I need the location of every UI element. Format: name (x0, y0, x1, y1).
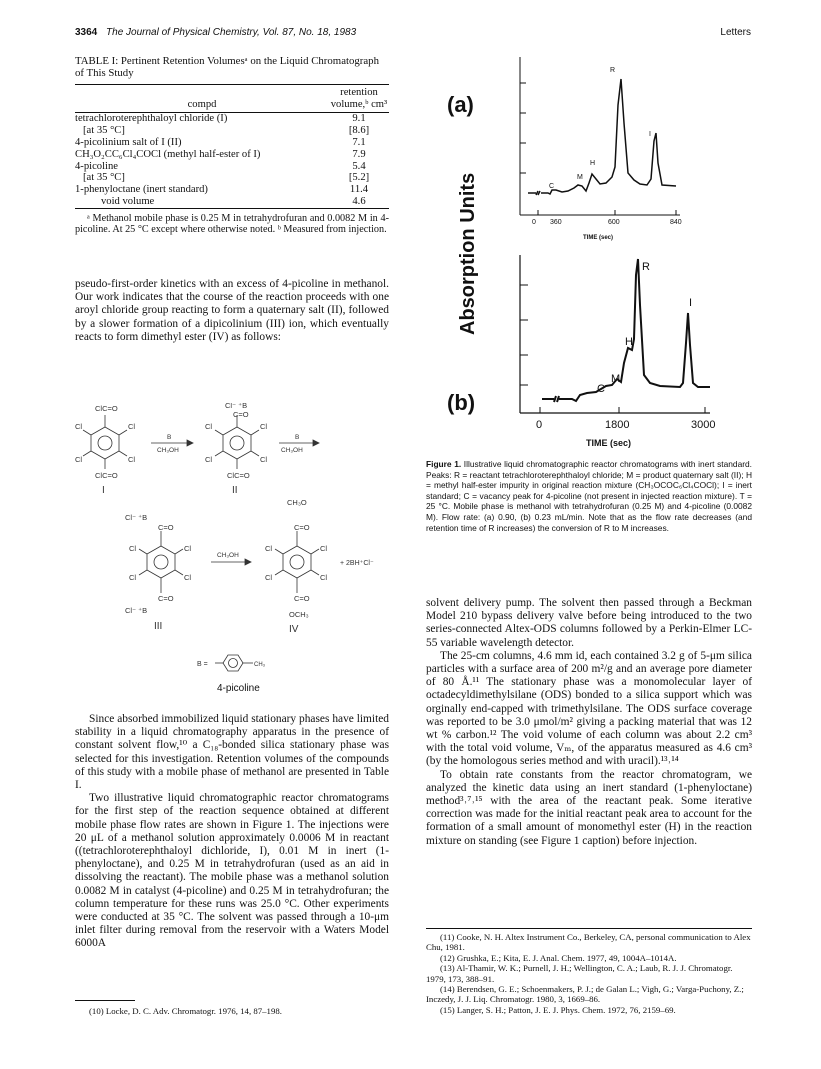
a-peak-i: I (649, 131, 651, 138)
a-peak-c: C (549, 183, 555, 190)
references-divider (426, 928, 752, 929)
reference-item: (13) Al-Thamir, W. K.; Purnell, J. H.; Wellington, C. A.; Laub, R. J. J. Chromatogr. 1979, 173, 388–91. (426, 963, 733, 984)
b-tick-label: 0 (536, 419, 543, 431)
compound-II-cation: Cl⁻ ⁺B (225, 403, 248, 410)
a-x-axis-label: TIME (sec) (583, 235, 614, 241)
compound-IV-bottom-methoxy: OCH₃ (289, 610, 309, 619)
a-tick-label: 360 (550, 219, 562, 226)
header-retention: retention volume,ᵇ cm³ (330, 86, 388, 110)
cl-label: Cl (265, 573, 273, 582)
table-1 (75, 55, 389, 236)
y-axis-label: Absorption Units (457, 172, 479, 335)
arrow-3-solvent: CH₃OH (217, 552, 239, 559)
journal-citation: The Journal of Physical Chemistry, Vol. 87, No. 18, 1983 (106, 27, 357, 38)
cl-label: Cl (260, 422, 268, 431)
cl-label: Cl (184, 544, 192, 553)
compound-I-structure (83, 415, 127, 469)
compound-II-top-group: C=O (233, 410, 249, 419)
cl-label: Cl (184, 573, 192, 582)
compound-I-bottom-group: ClC=O (95, 471, 118, 480)
cl-label: Cl (320, 544, 328, 553)
a-peak-r: R (610, 67, 616, 74)
reference-item: (15) Langer, S. H.; Patton, J. E. J. Phys. Chem. 1972, 76, 2159–69. (440, 1004, 676, 1015)
right-paragraph-3: To obtain rate constants from the reactor chromatogram, we analyzed the kinetic data using an inert standard (1-phenyloctane) method³˒⁷˒¹⁵ with the area of the reactant peak. Some iterative correction was made for the initial reactant peak area to account for the formation of a small amount of monomethyl ester (H) in the reaction mixture on standing (see Figure 1 caption) before injection. (426, 768, 752, 847)
compound-III-bottom-cation: Cl⁻ ⁺B (125, 606, 148, 615)
table-row: void volume 4.6 (101, 195, 366, 207)
running-header (75, 27, 751, 41)
compound-IV-label: IV (289, 624, 299, 635)
table-header-row (75, 85, 389, 113)
right-column-text (426, 597, 752, 848)
cl-label: Cl (265, 544, 273, 553)
cl-label: Cl (129, 573, 137, 582)
cl-label: Cl (75, 455, 83, 464)
a-tick-label: 0 (532, 219, 536, 226)
picoline-name: 4-picoline (217, 683, 260, 694)
reference-item: (11) Cooke, N. H. Altex Instrument Co., Berkeley, CA, personal communication to Alex Chu, 1981. (426, 932, 751, 953)
figure-1 (440, 45, 760, 465)
compound-IV-bottom-group: C=O (294, 594, 310, 603)
b-peak-m: M (611, 373, 621, 385)
picoline-equation: B = (197, 661, 208, 668)
cl-label: Cl (128, 422, 136, 431)
table-1-body (75, 85, 389, 209)
compound-I-top-group: ClC=O (95, 404, 118, 413)
compound-III-top-group: C=O (158, 523, 174, 532)
page-number: 3364 (75, 27, 98, 38)
table-row: 1-phenyloctane (inert standard) 11.4 (75, 184, 369, 196)
right-paragraph-2: The 25-cm columns, 4.6 mm id, each contained 3.2 g of 5-μm silica particles with a surface area of 200 m²/g and an average pore diameter of 80 Å.¹¹ The stationary phase was a monomolecular layer of octadecyldimethylsilane (ODS) bonded to a silica support which was orginally end-capped with trimethylsilane. The ODS surface coverage was reported to be 3.0 μmol/m² giving a packing material that was 12 wt % carbon.¹² The void volume of each column was about 2.2 cm³ with the total void volume, Vₘ, of the apparatus measured as 4.6 cm³ (by the homologous series method and with uracil).¹³˒¹⁴ (426, 649, 752, 768)
panel-a-chart (520, 57, 680, 215)
panel-a-label: (a) (447, 92, 474, 117)
table-1-footnotes: ᵃ Methanol mobile phase is 0.25 M in tetrahydrofuran and 0.0082 M in 4-picoline. At 25 °C except where otherwise noted. ᵇ Measured from injection. (75, 212, 389, 236)
footnote-divider (75, 1000, 135, 1001)
byproduct: + 2BH⁺Cl⁻ (340, 560, 374, 567)
b-x-axis-label: TIME (sec) (586, 438, 632, 448)
a-peak-m: M (577, 174, 583, 181)
references (426, 932, 752, 1015)
table-1-caption: TABLE I: Pertinent Retention Volumesᵃ on the Liquid Chromatograph of This Study (75, 55, 379, 80)
compound-II-label: II (232, 485, 238, 496)
left-paragraph-3: Two illustrative liquid chromatographic reactor chromatograms for the first step of the reaction sequence obtained at different mobile phase flow rates are shown in Figure 1. The injections were 20 μL of a methanol solution approximately 0.0006 M in reactant ((tetrachloroterephthaloyl dichloride, I), 0.01 M in inert (1-phenyloctane), and 0.25 M in tetrahydrofuran (used as an aid in dissolving the reactant). The mobile phase was a methanol solution 0.0082 M in catalyst (4-picoline) and 0.25 M in tetrahydrofuran; the column temperature for these runs was 25.0 °C. Other experiments were conducted at 35 °C. The solvent was passed through a 10-μm inlet filter during removal from the reservoir with a Waters Model 6000A (75, 792, 389, 950)
reaction-scheme (75, 403, 395, 703)
left-paragraph-2: Since absorbed immobilized liquid stationary phases have limited stability in a liquid chromatography apparatus in the presence of constant solvent flow,¹⁰ a C₁₈-bonded silica stationary phase was selected for this investigation. Retention volumes of the compounds of this study with a mobile phase of methanol are presented in Table I. (75, 713, 389, 792)
a-peak-h: H (590, 160, 596, 167)
compound-III-label: III (154, 621, 163, 632)
picoline-methyl: CH₃ (254, 662, 266, 668)
compound-IV-top-methoxy: CH₃O (287, 498, 307, 507)
b-tick-label: 3000 (691, 419, 716, 431)
table-row: [at 35 °C] [8.6] (83, 125, 370, 137)
table-row: 4-picolinium salt of I (II) 7.1 (75, 137, 366, 148)
cl-label: Cl (205, 422, 213, 431)
cl-label: Cl (75, 422, 83, 431)
figure-1-caption: Figure 1. Illustrative liquid chromatographic reactor chromatograms with inert standard. Peaks: R = reactant tetrachloroterephthaloyl chloride; M = product quaternary salt (II); H = methyl half-ester impurity in original reaction mixture (CH₃OCOC₆Cl₄COCl); I = inert standard; C = vacancy peak for 4-picoline (not present in injected reaction mixture). T = 25 °C. Mobile phase is methanol with tetrahydrofuran (0.25 M) and 4-picoline (0.0082 M). Flow rate: (a) 0.90, (b) 0.23 mL/min. Note that as the flow rate decreases (and retention time of R increases) the conversion of R to M increases. (426, 459, 753, 533)
reference-item: (14) Berendsen, G. E.; Schoenmakers, P. J.; de Galan L.; Vigh, G.; Varga-Puchony, Z.; Inczedy, J. J. Liq. Chromatogr. 1980, 3, 1669–86. (426, 984, 744, 1005)
cl-label: Cl (205, 455, 213, 464)
table-row: CH₃O₂CC₆Cl₄COCl (methyl half-ester of I) 7.9 (75, 148, 366, 160)
left-paragraphs-2-3 (75, 713, 389, 951)
right-paragraph-1: solvent delivery pump. The solvent then passed through a Beckman Model 210 bypass delivery valve before being introduced to the two series-connected Altex-ODS columns followed by a Perkin-Elmer LC-55 variable wavelength detector. (426, 597, 752, 649)
b-tick-label: 1800 (605, 419, 630, 431)
compound-I-label: I (102, 485, 105, 496)
compound-IV-structure (275, 531, 319, 593)
arrow-2-solvent: CH₃OH (281, 447, 303, 454)
reference-10: (10) Locke, D. C. Adv. Chromatogr. 1976, 14, 87–198. (89, 1006, 282, 1016)
cl-label: Cl (260, 455, 268, 464)
panel-b-label: (b) (447, 390, 476, 415)
figure-caption-label: Figure 1. (426, 459, 462, 469)
cl-label: Cl (128, 455, 136, 464)
reference-item: (12) Grushka, E.; Kita, E. J. Anal. Chem. 1977, 49, 1004A–1014A. (440, 952, 677, 963)
section-name: Letters (720, 27, 751, 38)
table-row: [at 35 °C] [5.2] (83, 172, 370, 184)
b-peak-h: H (625, 336, 633, 348)
b-peak-i: I (689, 297, 693, 309)
compound-III-top-cation: Cl⁻ ⁺B (125, 513, 148, 522)
table-row: tetrachloroterephthaloyl chloride (I) 9.1 (75, 113, 366, 125)
compound-II-structure (215, 415, 259, 469)
left-paragraph-1: pseudo-first-order kinetics with an excess of 4-picoline in methanol. Our work indicates that the course of the reaction proceeds with one aroyl chloride group reacting to form a quaternary salt (II), followed by a slower formation of a dipicolinium (III) ion, which eventually reacts to form dimethyl ester (IV) as follows: (75, 278, 389, 343)
table-row: 4-picoline 5.4 (75, 160, 366, 172)
a-tick-label: 600 (608, 219, 620, 226)
compound-III-structure (139, 531, 183, 593)
b-peak-r: R (642, 261, 650, 273)
arrow-2-reagent: B (295, 434, 300, 441)
header-compd: compd (187, 98, 217, 110)
b-peak-c: C (597, 383, 605, 395)
panel-b-chart (520, 255, 710, 413)
picoline-structure (215, 655, 253, 671)
compound-IV-top-group: C=O (294, 523, 310, 532)
compound-II-bottom-group: ClC=O (227, 471, 250, 480)
arrow-1-solvent: CH₃OH (157, 447, 179, 454)
compound-III-bottom-group: C=O (158, 594, 174, 603)
cl-label: Cl (129, 544, 137, 553)
a-tick-label: 840 (670, 219, 682, 226)
arrow-1-reagent: B (167, 434, 172, 441)
cl-label: Cl (320, 573, 328, 582)
